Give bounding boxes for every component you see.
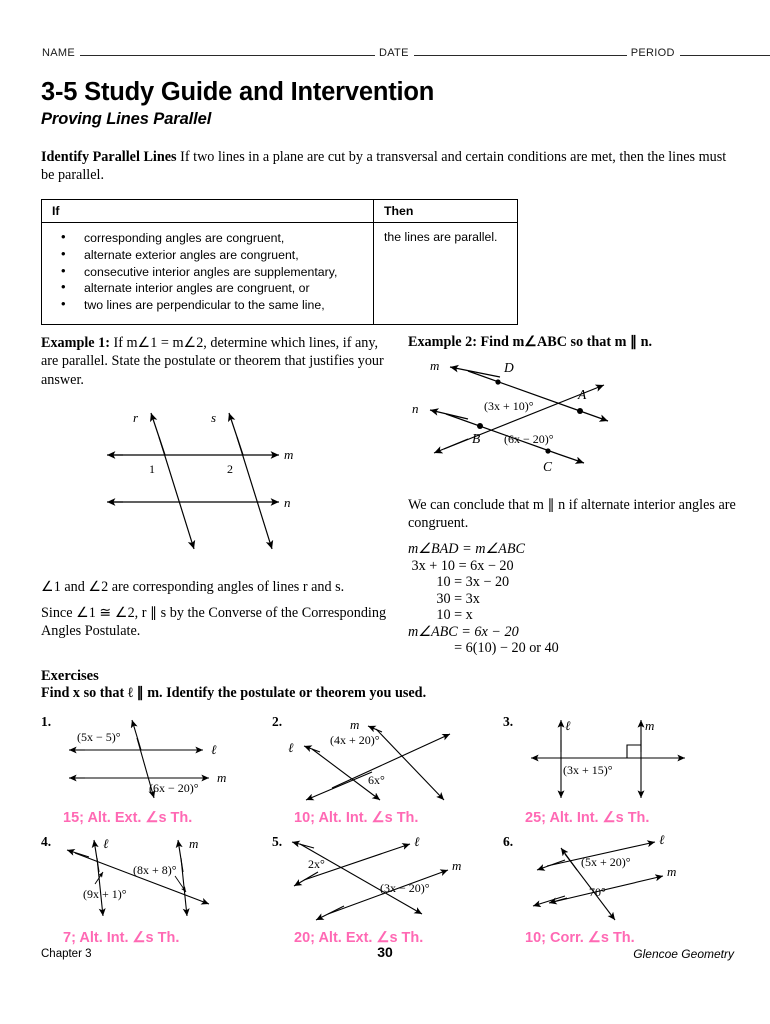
table-header-if: If [42,200,374,222]
work-line: 10 = 3x − 20 [408,574,510,590]
line-m-right-arrow [580,411,608,421]
exercises-directions: Find x so that ℓ ∥ m. Identify the postulate or theorem you used. [41,685,427,701]
exercise-5-diagram [272,832,497,927]
name-label: NAME [42,47,75,59]
exercise-1-figure [41,712,266,812]
name-blank-line[interactable] [80,44,375,56]
label-m: m [645,718,655,733]
line-m-up [178,840,183,872]
line-m-left-arrow [533,896,565,906]
table-header-then: Then [384,204,414,218]
line-r-up [151,413,165,455]
exercise-4-answer: 7; Alt. Int. ∠s Th. [63,930,180,946]
line-s-up [229,413,243,455]
exercise-4-figure [41,832,266,932]
label-l: ℓ [288,740,294,755]
label-angle-bottom: (6x − 20)° [504,432,554,446]
period-label: PERIOD [630,47,675,59]
exercise-2-answer: 10; Alt. Int. ∠s Th. [294,810,419,826]
example-2-figure [408,355,738,490]
label-angle-right: (3x − 20)° [380,881,430,895]
page-title: 3-5 Study Guide and Intervention [41,78,435,106]
label-angle-bottom: 70° [589,885,606,899]
label-l: ℓ [659,832,665,847]
page-subtitle: Proving Lines Parallel [41,110,212,128]
label-m: m [189,836,199,851]
label-angle-left: 2x° [308,857,325,871]
exercise-number: 4. [41,834,52,849]
label-point-A: A [578,387,587,402]
transversal-up [132,720,141,750]
exercise-5-answer: 20; Alt. Ext. ∠s Th. [294,930,424,946]
period-blank-line[interactable] [680,44,770,56]
line-n-right-arrow [558,454,584,463]
label-m: m [217,770,227,785]
example-2-block [408,334,738,657]
work-line: 10 = x [408,607,473,623]
exercise-row [41,832,735,952]
line-m-arrow [450,367,500,377]
label-point-D: D [504,360,514,375]
label-angle-top: (3x + 10)° [484,399,534,413]
transversal [300,844,422,914]
exercise-6-figure [503,832,728,932]
intro-paragraph [41,148,731,184]
example-2-question: Find m∠ABC so that m ∥ n. [480,334,653,350]
label-line-n: n [412,401,419,416]
example-2-work [408,541,738,657]
footer-publisher: Glencoe Geometry [633,947,734,961]
exercise-2-figure [272,712,497,812]
label-n: n [284,495,291,511]
example-2-diagram [408,355,728,490]
example-1-diagram [41,397,371,572]
label-l: ℓ [103,836,109,851]
transversal-left [67,850,89,857]
label-angle-right: (8x + 8)° [133,863,177,877]
label-angle-bottom: (6x − 20)° [149,781,199,795]
conditions-list [52,227,367,320]
date-label: DATE [378,47,409,59]
student-info-header [42,44,730,59]
exercises-grid [41,712,735,952]
exercise-4-diagram [41,832,266,927]
point-D [495,379,500,384]
example-1-stem [41,334,391,389]
intro-text: If two lines in a plane are cut by a transversal and certain conditions are met, then the lines must be parallel. [41,149,727,183]
label-m: m [452,858,462,873]
work-line: 30 = 3x [408,590,480,607]
label-point-C: C [543,459,553,474]
label-l: ℓ [565,718,571,733]
line-m-arrow [368,726,382,732]
exercise-1-answer: 15; Alt. Ext. ∠s Th. [63,810,193,826]
footer-chapter: Chapter 3 [41,948,92,960]
list-item: • two lines are perpendicular to the same line, [52,297,367,314]
example-1-figure [41,397,391,572]
work-line: m∠BAD = m∠ABC [408,541,525,557]
line-l-up [94,840,99,872]
label-r: r [133,410,139,426]
label-s: s [211,410,217,426]
footer-page-number: 30 [377,944,393,960]
intro-lead: Identify Parallel Lines [41,149,177,165]
example-2-conclusion: We can conclude that m ∥ n if alternate interior angles are congruent. [408,497,736,531]
exercise-3-answer: 25; Alt. Int. ∠s Th. [525,810,650,826]
transversal-upper-arrow [292,842,314,848]
exercises-title: Exercises [41,668,99,684]
line-m [376,729,444,800]
list-item: • consecutive interior angles are supplementary, [52,264,367,281]
list-item: • alternate exterior angles are congruent, [52,247,367,264]
work-line: = 6(10) − 20 or 40 [408,640,559,656]
example-1-question: If m∠1 = m∠2, determine which lines, if any, are parallel. State the postulate or theorem that justifies your answer. [41,335,384,388]
label-angle-bottom: 6x° [368,773,385,787]
example-1-explanation [41,578,391,640]
angle-pointer-right [175,876,186,892]
label-angle-top: (4x + 20)° [330,733,380,747]
exercise-2-diagram [272,712,497,807]
exercise-number: 2. [272,714,283,729]
example-1-block [41,334,391,648]
exercise-item-1 [41,712,272,832]
exercise-row [41,712,735,832]
exercise-item-5 [272,832,503,952]
right-angle-mark [627,745,641,758]
line-m [553,876,663,902]
label-m: m [284,447,294,463]
exercise-number: 5. [272,834,283,849]
point-B [477,423,483,429]
exercise-3-diagram [503,712,728,807]
table-cell-conclusion [374,223,517,324]
exercise-1-diagram [41,712,266,807]
list-item: • alternate interior angles are congruent, or [52,280,367,297]
exercise-6-answer: 10; Corr. ∠s Th. [525,930,635,946]
exercise-item-3 [503,712,734,832]
date-blank-line[interactable] [414,44,627,56]
table-body-row [42,223,517,324]
conclusion-text: the lines are parallel. [384,230,498,244]
label-angle-left: (9x + 1)° [83,887,127,901]
example-1-note-1: ∠1 and ∠2 are corresponding angles of lines r and s. [41,579,345,596]
exercise-item-4 [41,832,272,952]
table-cell-conditions [42,223,374,324]
label-l: ℓ [211,742,217,757]
example-1-note-2: Since ∠1 ≅ ∠2, r ∥ s by the Converse of the Corresponding Angles Postulate. [41,605,387,640]
exercise-number: 6. [503,834,514,849]
example-1-label: Example 1: [41,335,110,351]
exercise-item-6 [503,832,734,952]
exercise-6-diagram [503,832,728,927]
work-line: 3x + 10 = 6x − 20 [408,557,514,574]
label-line-m: m [430,358,440,373]
exercise-3-figure [503,712,728,812]
label-angle-top: (5x − 5)° [77,730,121,744]
table-header-row [42,200,517,223]
point-C [545,448,550,453]
label-angle-top: (5x + 20)° [581,855,631,869]
label-m: m [350,717,360,732]
label-l: ℓ [414,834,420,849]
label-angle: (3x + 15)° [563,763,613,777]
exercise-number: 3. [503,714,514,729]
example-2-label: Example 2: [408,334,477,350]
exercise-5-figure [272,832,497,932]
exercise-item-2 [272,712,503,832]
if-then-table [41,199,518,325]
label-angle-2: 2 [227,462,233,477]
label-point-B: B [472,431,481,446]
exercise-number: 1. [41,714,52,729]
list-item: • corresponding angles are congruent, [52,230,367,247]
example-2-stem [408,334,738,351]
label-angle-1: 1 [149,462,155,477]
point-A [577,408,583,414]
work-line: m∠ABC = 6x − 20 [408,623,519,640]
label-m: m [667,864,677,879]
